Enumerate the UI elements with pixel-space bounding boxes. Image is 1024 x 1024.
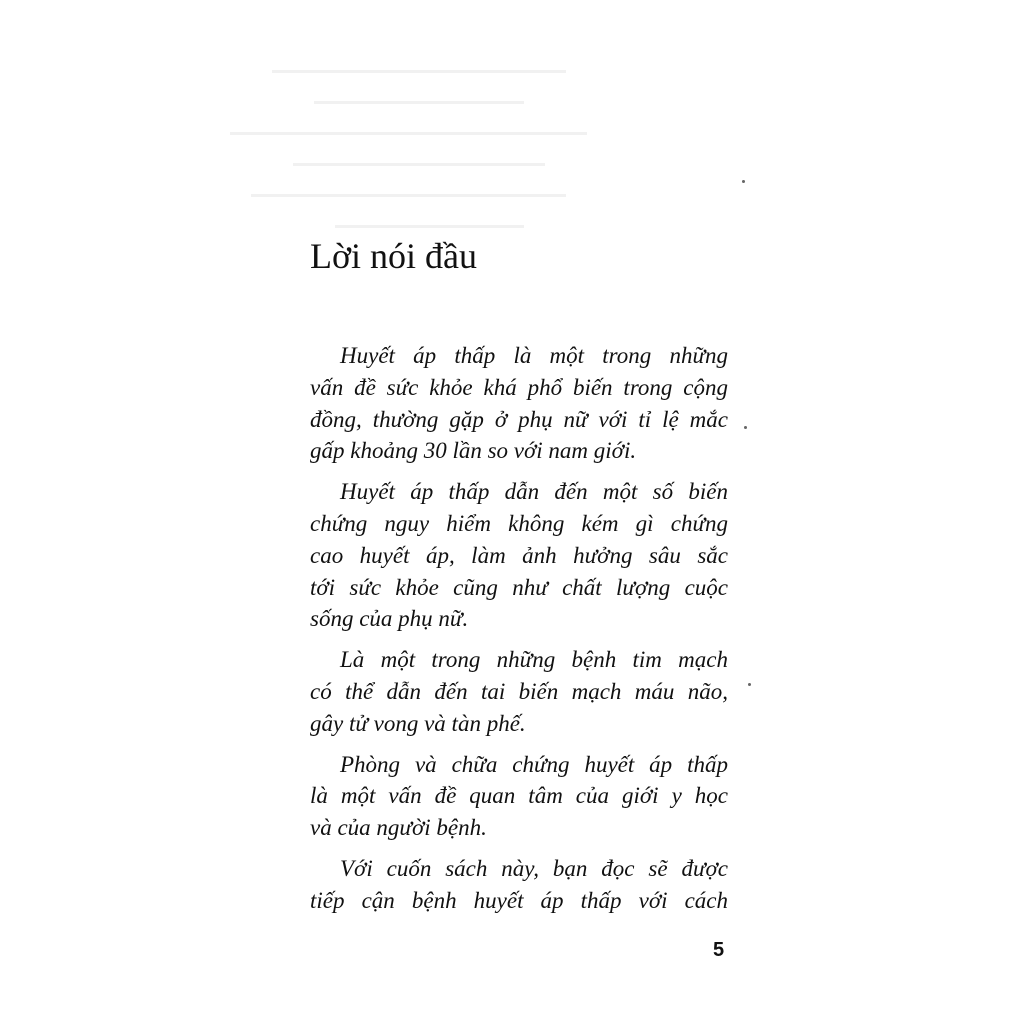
text-line: sống của phụ nữ. — [310, 606, 469, 632]
ink-speck — [742, 180, 745, 183]
text-line: và của người bệnh. — [310, 815, 487, 841]
paragraph — [310, 644, 728, 739]
bleed-through-shadow — [230, 70, 650, 320]
text-line: vấn đề sức khỏe khá phổ biến trong cộng — [310, 374, 728, 400]
ink-speck — [748, 683, 751, 686]
text-line: đồng, thường gặp ở phụ nữ với tỉ lệ mắc — [310, 406, 728, 432]
text-line: Là một trong những bệnh tim mạch — [340, 647, 728, 673]
paragraph — [310, 853, 728, 917]
page-title: Lời nói đầu — [310, 236, 478, 276]
text-line: tiếp cận bệnh huyết áp thấp với cách — [310, 887, 728, 913]
text-line: Huyết áp thấp là một trong những — [340, 343, 728, 368]
ink-speck — [744, 426, 747, 429]
paragraph — [310, 476, 728, 635]
text-line: Huyết áp thấp dẫn đến một số biến — [340, 479, 728, 505]
body-text — [310, 340, 728, 926]
paragraph — [310, 340, 728, 467]
page-number: 5 — [713, 939, 725, 961]
text-line: gây tử vong và tàn phế. — [310, 710, 526, 736]
text-line: có thể dẫn đến tai biến mạch máu não, — [310, 678, 728, 704]
paragraph — [310, 749, 728, 844]
text-line: Phòng và chữa chứng huyết áp thấp — [340, 751, 728, 777]
text-line: là một vấn đề quan tâm của giới y học — [310, 783, 728, 809]
text-line: gấp khoảng 30 lần so với nam giới. — [310, 438, 637, 464]
text-line: tới sức khỏe cũng như chất lượng cuộc — [310, 574, 728, 600]
text-line: chứng nguy hiểm không kém gì chứng — [310, 510, 728, 536]
text-line: cao huyết áp, làm ảnh hưởng sâu sắc — [310, 542, 728, 568]
text-line: Với cuốn sách này, bạn đọc sẽ được — [340, 855, 728, 881]
